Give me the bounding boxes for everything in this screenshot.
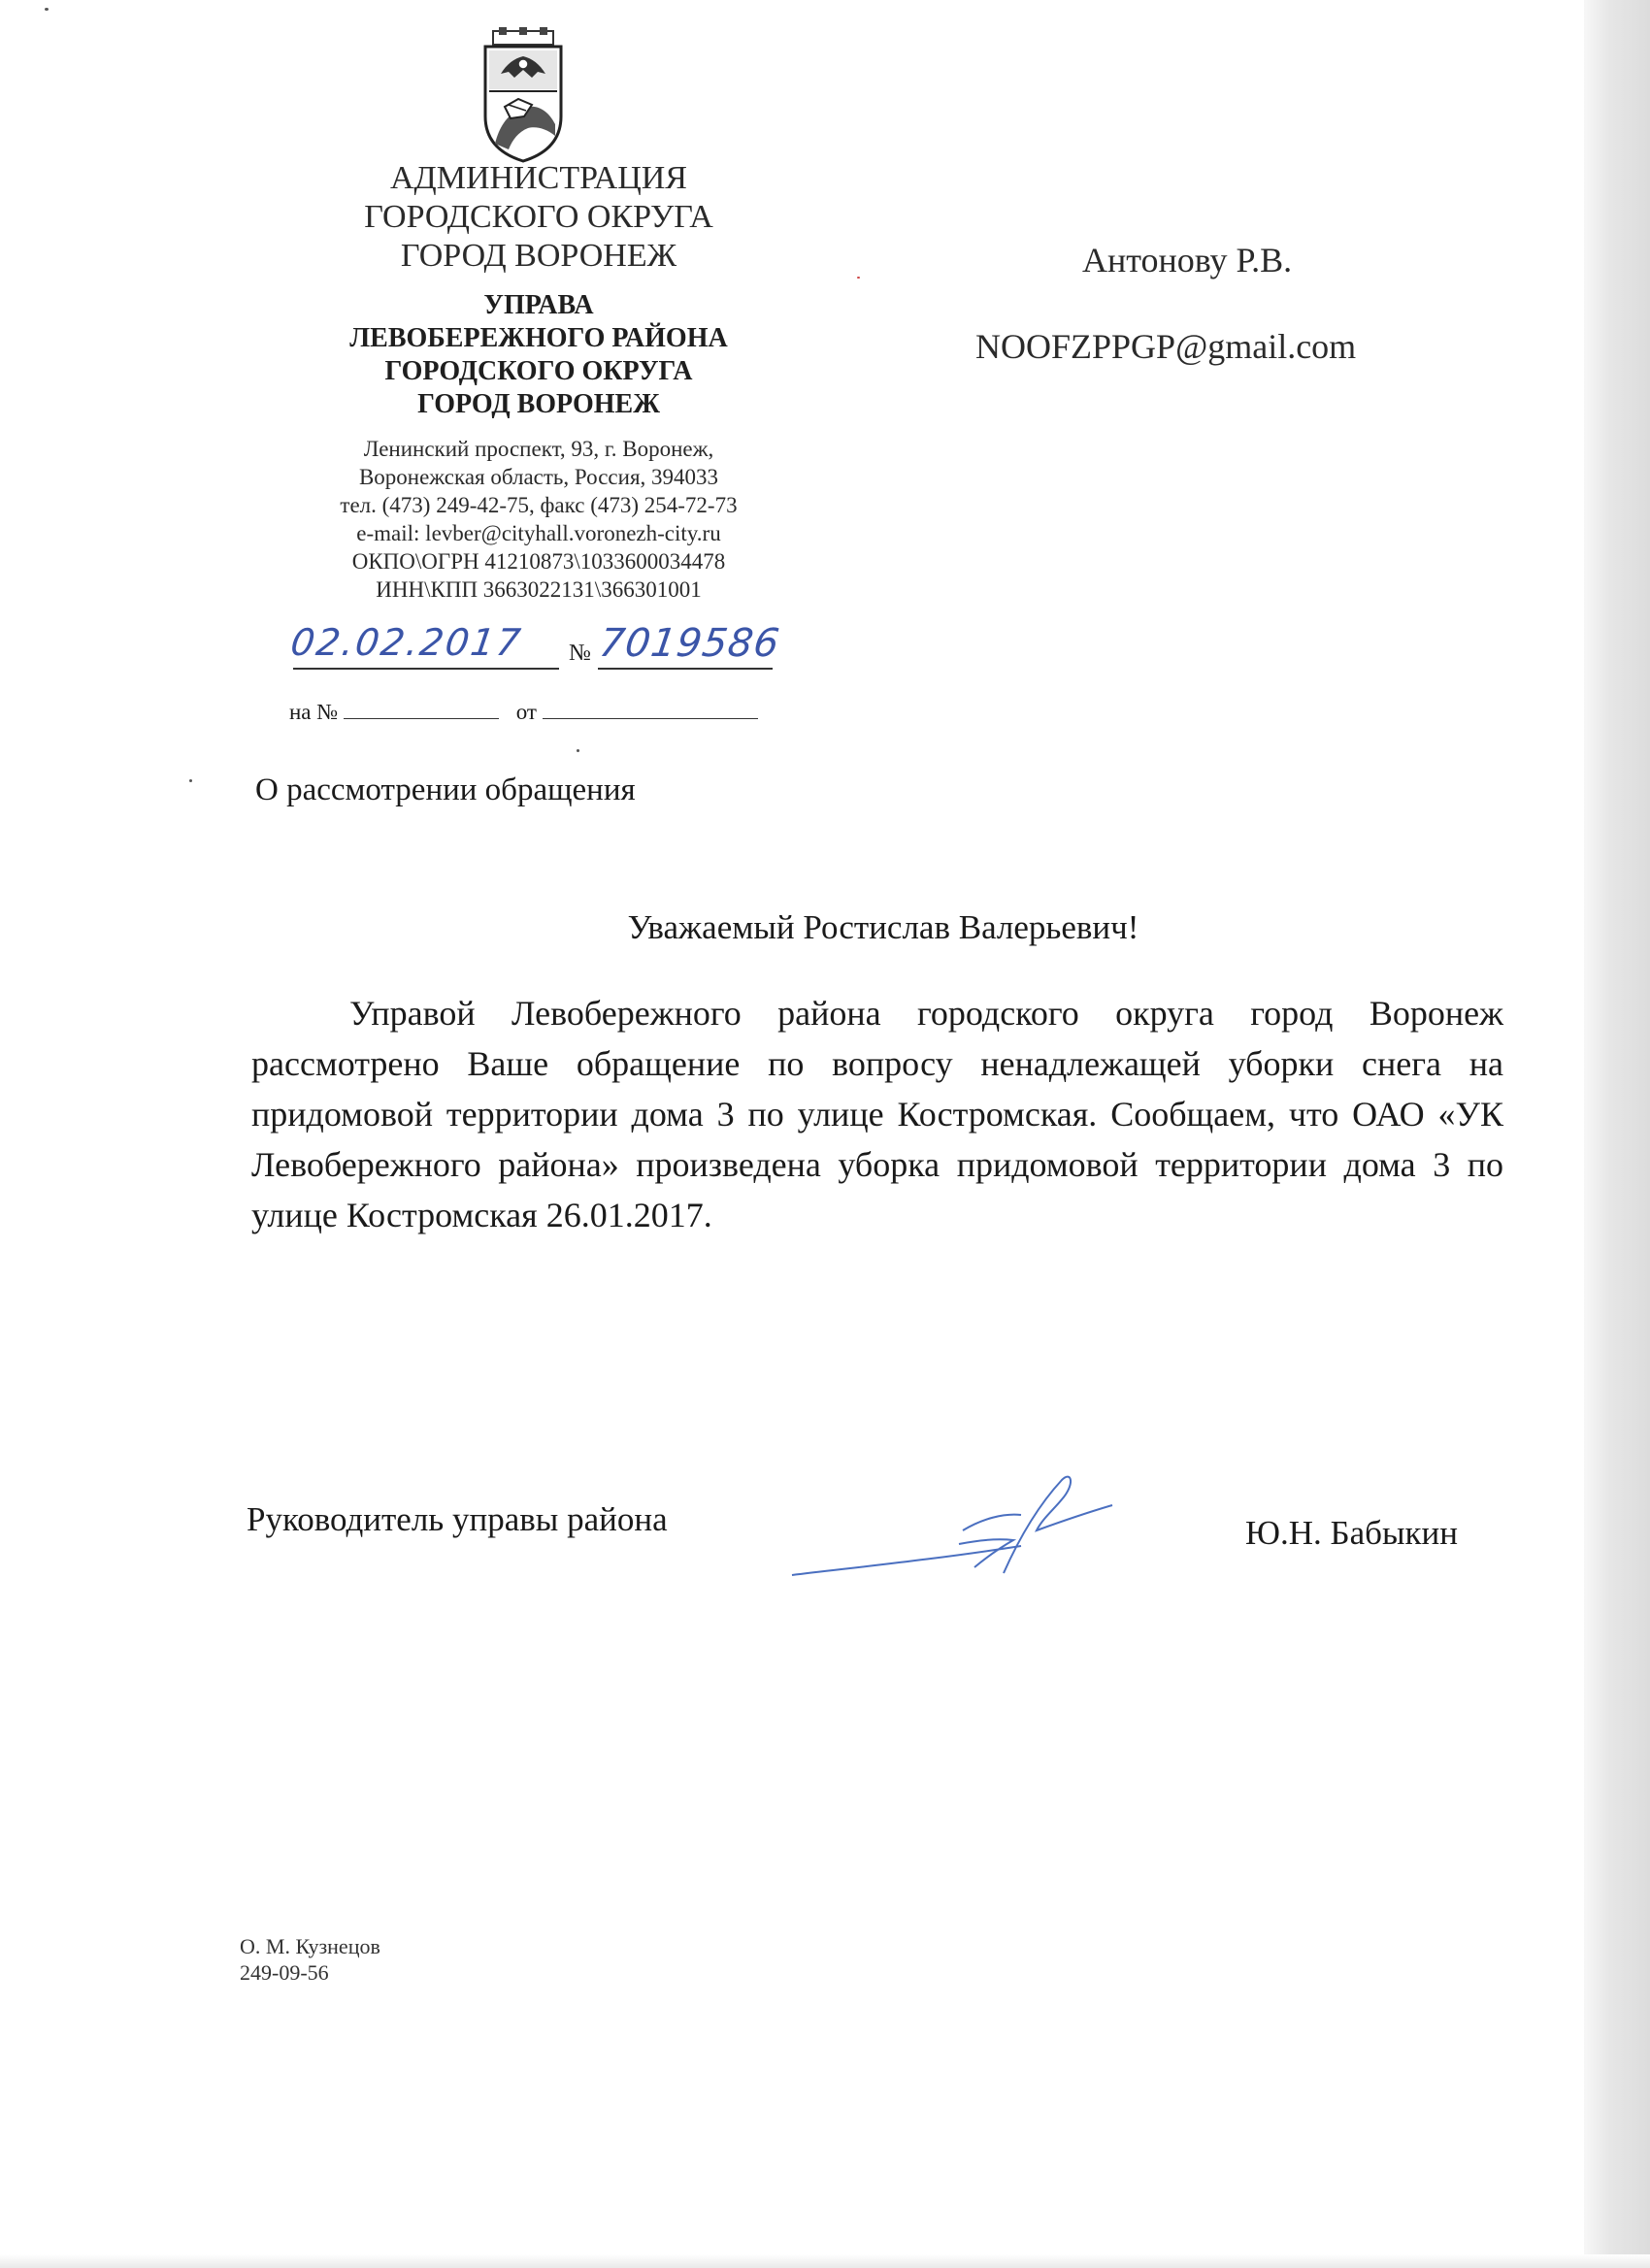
uprava-header — [233, 289, 844, 421]
contact-inn-line: ИНН\КПП 3663022131\366301001 — [376, 577, 702, 602]
executor-info — [240, 1933, 380, 1986]
contact-phone-line: тел. (473) 249-42-75, факс (473) 254-72-73 — [340, 493, 738, 517]
admin-line-3: ГОРОД ВОРОНЕЖ — [400, 238, 677, 274]
reference-from-label: от — [515, 700, 537, 724]
handwritten-signature — [788, 1451, 1138, 1587]
contact-okpo-line: ОКПО\ОГРН 41210873\1033600034478 — [351, 549, 726, 574]
uprava-line-4: ГОРОД ВОРОНЕЖ — [417, 389, 660, 419]
contact-email-line: e-mail: levber@cityhall.voronezh-city.ru — [356, 521, 721, 545]
admin-line-1: АДМИНИСТРАЦИЯ — [390, 160, 687, 196]
executor-name: О. М. Кузнецов — [240, 1934, 380, 1958]
letter-body: Управой Левобережного района городского округа город Воронеж рассмотрено Ваше обращение по вопросу ненадлежащей уборки снега на придомовой территории дома 3 по улице Костромская. Сообщаем, что ОАО «УК Левобережного района» произведена уборка придомовой территории дома 3 по улице Костромская 26.01.2017. — [251, 994, 1503, 1234]
recipient-name: Антонову Р.В. — [1082, 241, 1293, 279]
scan-speck — [45, 8, 49, 11]
admin-line-2: ГОРОДСКОГО ОКРУГА — [364, 199, 713, 235]
uprava-line-2: ЛЕВОБЕРЕЖНОГО РАЙОНА — [349, 323, 728, 353]
registration-date-underline — [293, 668, 559, 670]
letter-greeting: Уважаемый Ростислав Валерьевич! — [627, 908, 1139, 946]
reference-no-blank — [344, 697, 499, 719]
scan-speck — [577, 749, 579, 752]
registration-number-label: № — [569, 641, 591, 666]
signer-name: Ю.Н. Бабыкин — [1245, 1514, 1458, 1552]
contact-region-line: Воронежская область, Россия, 394033 — [358, 465, 719, 489]
scan-bottom-shadow — [0, 2254, 1650, 2268]
reference-row — [289, 697, 758, 725]
scan-speck — [857, 277, 860, 279]
uprava-line-3: ГОРОДСКОГО ОКРУГА — [384, 356, 693, 386]
contact-details — [233, 435, 844, 604]
uprava-line-1: УПРАВА — [483, 290, 594, 320]
city-coat-of-arms-icon — [479, 27, 567, 163]
executor-phone: 249-09-56 — [240, 1960, 329, 1985]
registration-number-underline — [598, 668, 773, 670]
reference-from-blank — [543, 697, 758, 719]
reference-no-label: на № — [289, 700, 339, 724]
scan-edge-shadow — [1584, 0, 1650, 2268]
contact-address-line: Ленинский проспект, 93, г. Воронеж, — [363, 437, 714, 461]
signer-title: Руководитель управы района — [247, 1500, 668, 1538]
recipient-email: NOOFZPPGP@gmail.com — [975, 327, 1357, 366]
scan-speck — [189, 779, 192, 782]
registration-number: 7019586 — [596, 621, 783, 666]
administration-header — [233, 159, 844, 276]
registration-date: 02.02.2017 — [287, 621, 525, 664]
letter-subject: О рассмотрении обращения — [255, 772, 636, 807]
